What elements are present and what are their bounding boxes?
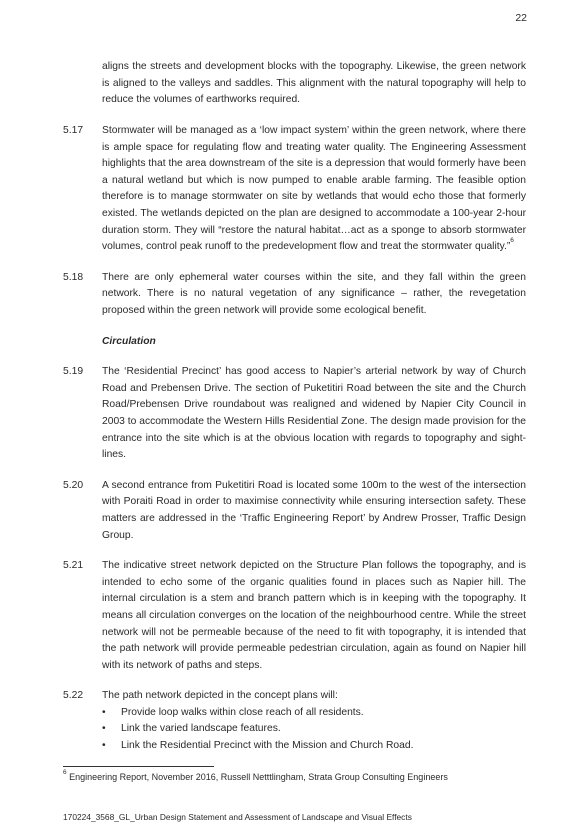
paragraph-5-20	[63, 478, 526, 544]
bullet-icon: •	[102, 706, 106, 718]
bullet-list	[102, 705, 526, 755]
document-footer: 170224_3568_GL_Urban Design Statement and Assessment of Landscape and Visual Effects	[63, 812, 412, 822]
paragraph-text	[102, 123, 526, 256]
paragraph-text	[102, 688, 526, 754]
list-item	[102, 705, 526, 722]
paragraph-text: The indicative street network depicted on the Structure Plan follows the topography, and is intended to echo some of the organic qualities found in places such as Napier hill. The internal circulation is a stem and branch pattern which is in keeping with the topography. It means all circulation converges on the location of the neighbourhood centre. While the street network will not be permeable because of the need to fit with topography, it is intended that the path network will provide permeable pedestrian circulation, again as found on Napier hill with its network of paths and steps.	[102, 560, 526, 671]
paragraph-text: A second entrance from Puketitiri Road is located some 100m to the west of the intersection with Poraiti Road in order to maximise connectivity while ensuring intersection safety. These matters are addressed in the ‘Traffic Engineering Report’ by Andrew Prosser, Traffic Design Group.	[102, 479, 526, 541]
paragraph-number: 5.22	[63, 690, 84, 702]
paragraph-5-18	[63, 270, 526, 320]
section-heading: Circulation	[102, 335, 156, 347]
paragraph-intro: The path network depicted in the concept plans will:	[102, 690, 338, 702]
paragraph-text: There are only ephemeral water courses within the site, and they fall within the green network. There is no natural vegetation of any significance – rather, the revegetation proposed within the green network will provide some ecological benefit.	[102, 271, 526, 317]
footnote-divider	[63, 766, 214, 767]
paragraph-text-body: Stormwater will be managed as a ‘low impact system’ within the green network, where there is ample space for regulating flow and treating water quality. The Engineering Assessment highlights that the area downstream of the site is a depression that would formerly have been a natural wetland but which is now pumped to enable arable farming. The feasible option therefore is to manage stormwater on site by wetlands that would echo those that formerly existed. The wetlands depicted on the plan are designed to accommodate a 100-year 2-hour duration storm. They will “restore the natural habitat…act as a sponge to absorb stormwater volumes, control peak runoff to the predevelopment flow and treat the stormwater quality.”	[102, 125, 526, 253]
paragraph-number: 5.21	[63, 560, 84, 572]
footnote-marker: 6	[63, 769, 67, 776]
list-item	[102, 738, 526, 755]
footnote-reference: 6	[510, 237, 514, 245]
document-body	[63, 49, 526, 755]
footnote	[63, 771, 448, 784]
paragraph-5-19	[63, 364, 526, 464]
page-number: 22	[515, 12, 527, 24]
bullet-icon: •	[102, 740, 106, 752]
paragraph-5-22	[63, 688, 526, 754]
paragraph-number: 5.20	[63, 479, 84, 491]
paragraph-5-17	[63, 123, 526, 256]
continued-paragraph: aligns the streets and development blocks with the topography. Likewise, the green network is aligned to the valleys and saddles. This alignment with the natural topography will help to reduce the volumes of earthworks required.	[102, 61, 526, 106]
list-item-text: Provide loop walks within close reach of all residents.	[121, 706, 364, 718]
paragraph-text: The ‘Residential Precinct’ has good access to Napier’s arterial network by way of Church Road and Prebensen Drive. The section of Puketitiri Road between the site and the Church Road/Prebensen Drive roundabout was realigned and widened by Napier City Council in 2003 to accommodate the Western Hills Residential Zone. The design made provision for the entrance into the site which is at the obvious location with regards to topography and sight-lines.	[102, 366, 526, 461]
paragraph-number: 5.18	[63, 271, 84, 283]
bullet-icon: •	[102, 723, 106, 735]
footnote-text: Engineering Report, November 2016, Russell Netttlingham, Strata Group Consulting Engineers	[66, 772, 448, 782]
paragraph-5-21	[63, 558, 526, 674]
paragraph-number: 5.17	[63, 125, 84, 137]
list-item	[102, 721, 526, 738]
list-item-text: Link the Residential Precinct with the Mission and Church Road.	[121, 740, 414, 752]
paragraph-number: 5.19	[63, 366, 84, 378]
list-item-text: Link the varied landscape features.	[121, 723, 281, 735]
